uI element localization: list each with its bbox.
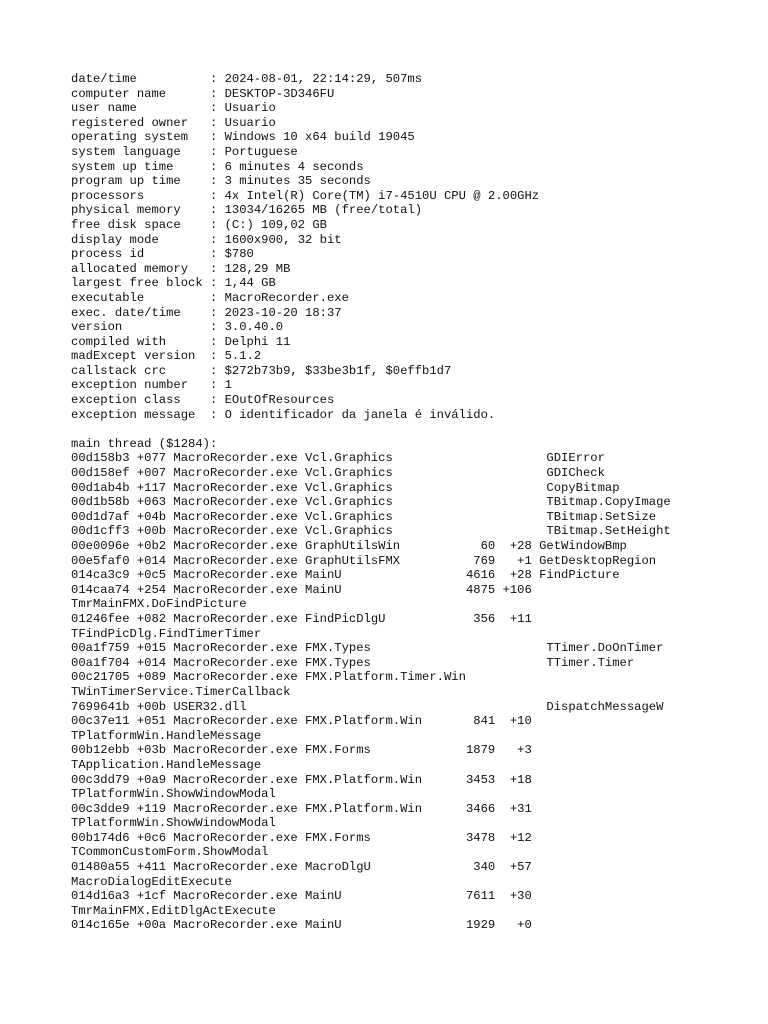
info-line: exception class : EOutOfResources [71,393,335,408]
info-line: largest free block : 1,44 GB [71,276,276,291]
info-line: display mode : 1600x900, 32 bit [71,232,342,247]
info-line: process id : $780 [71,247,254,262]
stack-frame-line: 00c3dd79 +0a9 MacroRecorder.exe FMX.Platform.Win 3453 +18 [71,772,532,787]
bug-report-document [71,72,761,933]
stack-frame-line: MacroDialogEditExecute [71,874,232,889]
info-line: computer name : DESKTOP-3D346FU [71,86,335,101]
info-line: processors : 4x Intel(R) Core(TM) i7-4510U CPU @ 2.00GHz [71,188,540,203]
stack-frame-line: TPlatformWin.HandleMessage [71,728,262,743]
stack-frame-line: 014caa74 +254 MacroRecorder.exe MainU 4875 +106 [71,582,532,597]
stack-frame-line: 00d1b58b +063 MacroRecorder.exe Vcl.Graphics TBitmap.CopyImage [71,495,671,510]
stack-frame-line: 00d158b3 +077 MacroRecorder.exe Vcl.Graphics GDIError [71,451,605,466]
info-line: exec. date/time : 2023-10-20 18:37 [71,305,342,320]
stack-frame-line: 00e0096e +0b2 MacroRecorder.exe GraphUtilsWin 60 +28 GetWindowBmp [71,539,627,553]
stack-frame-line: 00b12ebb +03b MacroRecorder.exe FMX.Forms 1879 +3 [71,743,532,758]
stack-frame-line: 00a1f704 +014 MacroRecorder.exe FMX.Types TTimer.Timer [71,655,635,670]
info-line: system language : Portuguese [71,144,298,159]
stack-frame-line: 00d1cff3 +00b MacroRecorder.exe Vcl.Graphics TBitmap.SetHeight [71,524,671,539]
info-line: madExcept version : 5.1.2 [71,349,262,364]
info-line: exception number : 1 [71,378,232,393]
stack-frame-line: 00a1f759 +015 MacroRecorder.exe FMX.Types TTimer.DoOnTimer [71,641,664,656]
stack-frame-line: 00c37e11 +051 MacroRecorder.exe FMX.Platform.Win 841 +10 [71,714,532,729]
stack-frame-line: TFindPicDlg.FindTimerTimer [71,626,262,641]
stack-frame-line: 00d1d7af +04b MacroRecorder.exe Vcl.Graphics TBitmap.SetSize [71,509,657,524]
stack-frame-line: TmrMainFMX.EditDlgActExecute [71,903,276,918]
info-line: date/time : 2024-08-01, 22:14:29, 507ms [71,72,423,86]
stack-frame-line: 00c3dde9 +119 MacroRecorder.exe FMX.Platform.Win 3466 +31 [71,801,532,816]
info-line: executable : MacroRecorder.exe [71,290,349,305]
info-line: operating system : Windows 10 x64 build 19045 [71,130,415,145]
info-line: registered owner : Usuario [71,115,276,130]
stack-frame-line: TPlatformWin.ShowWindowModal [71,816,276,831]
stack-frame-line: TPlatformWin.ShowWindowModal [71,787,276,802]
stack-frame-line: TWinTimerService.TimerCallback [71,684,291,699]
stack-frame-line: TmrMainFMX.DoFindPicture [71,597,247,612]
stack-frame-line: 014c165e +00a MacroRecorder.exe MainU 1929 +0 [71,918,532,933]
stack-frame-line: 014ca3c9 +0c5 MacroRecorder.exe MainU 4616 +28 FindPicture [71,568,620,583]
info-line: free disk space : (C:) 109,02 GB [71,217,327,232]
thread-title: main thread ($1284): [71,436,218,451]
info-line: exception message : O identificador da janela é inválido. [71,407,496,422]
info-line: system up time : 6 minutes 4 seconds [71,159,364,174]
info-line: compiled with : Delphi 11 [71,334,291,349]
callstack-section [71,451,761,933]
stack-frame-line: 00c21705 +089 MacroRecorder.exe FMX.Platform.Timer.Win [71,670,466,685]
stack-frame-line: 7699641b +00b USER32.dll DispatchMessageW [71,699,664,714]
stack-frame-line: TCommonCustomForm.ShowModal [71,845,269,860]
stack-frame-line: 01246fee +082 MacroRecorder.exe FindPicDlgU 356 +11 [71,611,532,626]
stack-frame-line: 00d158ef +007 MacroRecorder.exe Vcl.Graphics GDICheck [71,466,605,481]
info-line: physical memory : 13034/16265 MB (free/total) [71,203,423,218]
stack-frame-line: TApplication.HandleMessage [71,757,262,772]
stack-frame-line: 01480a55 +411 MacroRecorder.exe MacroDlgU 340 +57 [71,860,532,875]
blank-line [71,422,761,437]
info-line: callstack crc : $272b73b9, $33be3b1f, $0effb1d7 [71,363,452,378]
info-line: user name : Usuario [71,101,276,116]
info-line: version : 3.0.40.0 [71,320,284,335]
stack-frame-line: 00b174d6 +0c6 MacroRecorder.exe FMX.Forms 3478 +12 [71,830,532,845]
stack-frame-line: 00e5faf0 +014 MacroRecorder.exe GraphUtilsFMX 769 +1 GetDesktopRegion [71,553,657,568]
system-info-section [71,72,761,422]
info-line: allocated memory : 128,29 MB [71,261,291,276]
stack-frame-line: 00d1ab4b +117 MacroRecorder.exe Vcl.Graphics CopyBitmap [71,480,620,495]
info-line: program up time : 3 minutes 35 seconds [71,174,371,189]
stack-frame-line: 014d16a3 +1cf MacroRecorder.exe MainU 7611 +30 [71,889,532,904]
